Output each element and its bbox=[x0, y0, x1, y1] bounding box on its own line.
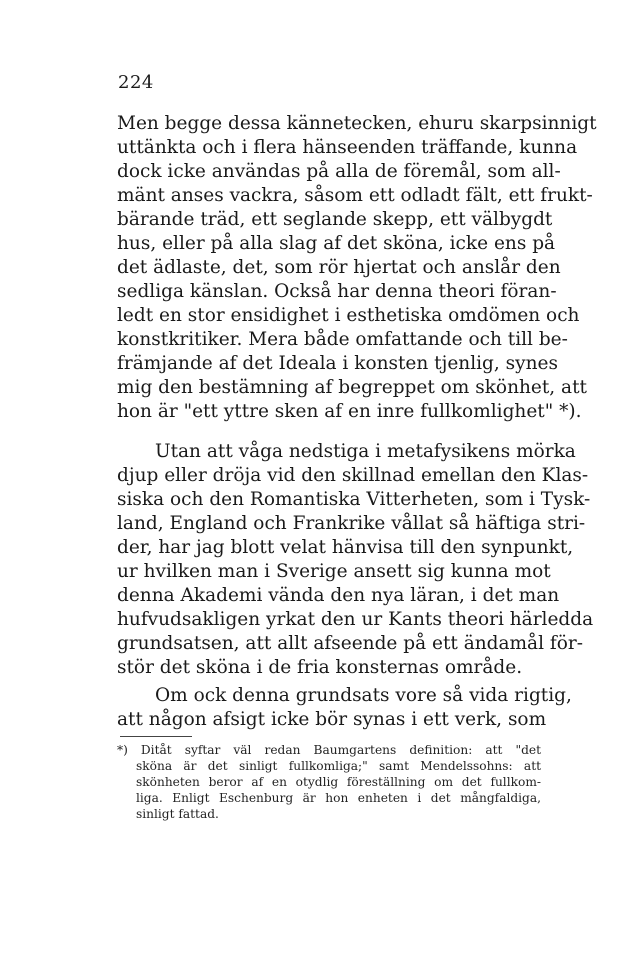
text-line: denna Akademi vända den nya läran, i det man bbox=[117, 585, 560, 606]
text-line: Om ock denna grundsats vore så vida rigtig, bbox=[155, 685, 572, 706]
text-line: hufvudsakligen yrkat den ur Kants theori härledda bbox=[117, 609, 594, 630]
text-line: ledt en stor ensidighet i esthetiska omdömen och bbox=[117, 305, 580, 326]
text-line: Utan att våga nedstiga i metafysikens mörka bbox=[155, 441, 576, 462]
text-line: siska och den Romantiska Vitterheten, som i Tysk- bbox=[117, 489, 591, 510]
footnote-divider bbox=[120, 736, 192, 737]
text-line: bärande träd, ett seglande skepp, ett välbygdt bbox=[117, 209, 553, 230]
text-line: uttänkta och i flera hänseenden träffande, kunna bbox=[117, 137, 578, 158]
footnote-line: skönheten beror af en otydlig föreställning om det fullkom- bbox=[136, 775, 541, 789]
footnote-line: *) Ditåt syftar väl redan Baumgartens definition: att "det bbox=[117, 743, 541, 757]
text-line: sedliga känslan. Också har denna theori föran- bbox=[117, 281, 557, 302]
footnote-line: sköna är det sinligt fullkomliga;" samt Mendelssohns: att bbox=[136, 759, 541, 773]
text-line: djup eller dröja vid den skillnad emellan den Klas- bbox=[117, 465, 589, 486]
text-line: konstkritiker. Mera både omfattande och till be- bbox=[117, 329, 568, 350]
text-line: hus, eller på alla slag af det sköna, icke ens på bbox=[117, 233, 556, 254]
text-line: mänt anses vackra, såsom ett odladt fält, ett frukt- bbox=[117, 185, 593, 206]
text-line: mig den bestämning af begreppet om skönhet, att bbox=[117, 377, 587, 398]
text-line: det ädlaste, det, som rör hjertat och anslår den bbox=[117, 257, 561, 278]
text-line: dock icke användas på alla de föremål, som all- bbox=[117, 161, 561, 182]
text-line: ur hvilken man i Sverige ansett sig kunna mot bbox=[117, 561, 551, 582]
text-line: land, England och Frankrike vållat så häftiga stri- bbox=[117, 513, 586, 534]
text-line: hon är "ett yttre sken af en inre fullkomlighet" *). bbox=[117, 401, 582, 422]
text-line: att någon afsigt icke bör synas i ett verk, som bbox=[117, 709, 547, 730]
footnote-line: sinligt fattad. bbox=[136, 807, 219, 821]
page-number: 224 bbox=[118, 72, 154, 93]
text-line: der, har jag blott velat hänvisa till den synpunkt, bbox=[117, 537, 574, 558]
footnote-line: liga. Enligt Eschenburg är hon enheten i det mångfaldiga, bbox=[136, 791, 541, 805]
text-line: grundsatsen, att allt afseende på ett ändamål för- bbox=[117, 633, 583, 654]
text-line: främjande af det Ideala i konsten tjenlig, synes bbox=[117, 353, 558, 374]
text-line: Men begge dessa kännetecken, ehuru skarpsinnigt bbox=[117, 113, 597, 134]
text-line: stör det sköna i de fria konsternas område. bbox=[117, 657, 523, 678]
